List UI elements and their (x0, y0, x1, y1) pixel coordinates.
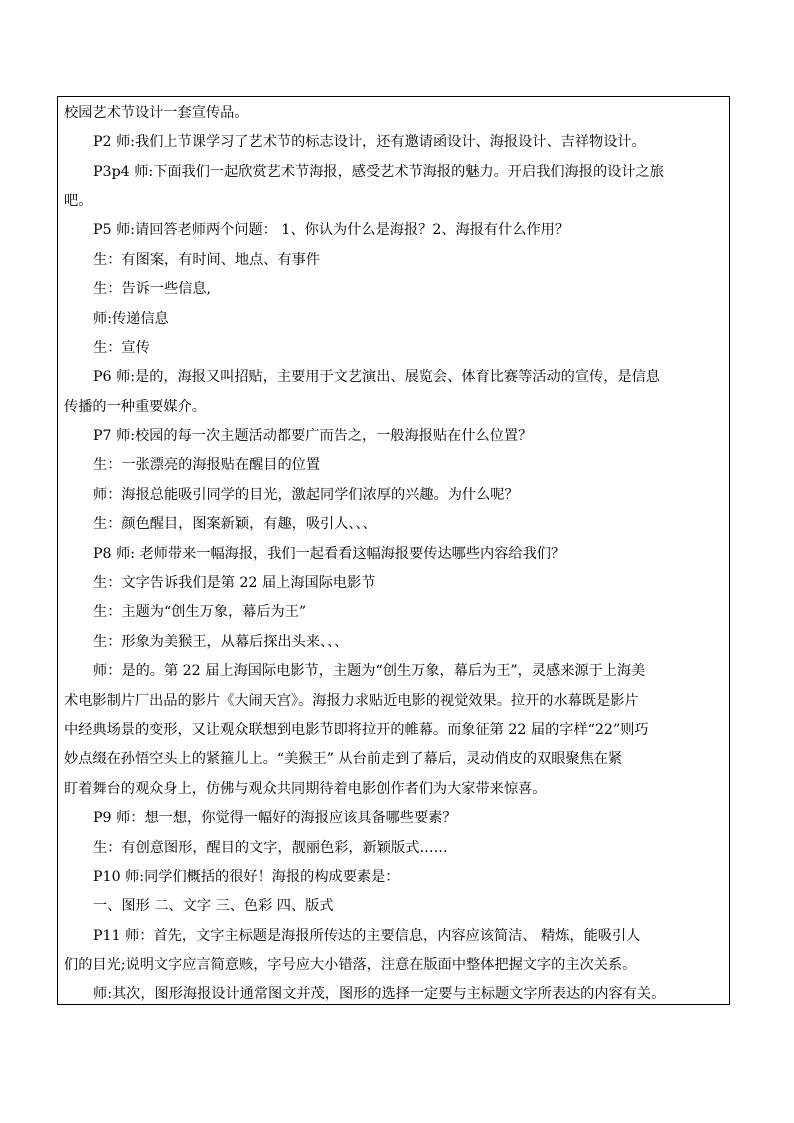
text-line: 一、图形 二、文字 三、色彩 四、版式 (93, 898, 334, 914)
text-line: P6 师:是的，海报又叫招贴，主要用于文艺演出、展览会、体育比赛等活动的宣传，是信息 (93, 369, 660, 385)
text-line: 盯着舞台的观众身上，仿佛与观众共同期待着电影创作者们为大家带来惊喜。 (64, 781, 547, 797)
text-line: 生：告诉一些信息, (93, 281, 212, 297)
text-line: 生：文字告诉我们是第 22 届上海国际电影节 (93, 575, 376, 591)
text-line: P10 师:同学们概括的很好！海报的构成要素是： (93, 869, 400, 885)
text-line: 术电影制片厂出品的影片《大闹天宫》。海报力求贴近电影的视觉效果。拉开的水幕既是影片 (64, 693, 639, 709)
text-line: 师:其次，图形海报设计通常图文并茂，图形的选择一定要与主标题文字所表达的内容有关。 (93, 986, 666, 1002)
text-line: 生：一张漂亮的海报贴在醒目的位置 (93, 457, 321, 473)
text-line: 生：主题为“创生万象，幕后为王” (93, 604, 307, 620)
text-line: P3p4 师:下面我们一起欣赏艺术节海报，感受艺术节海报的魅力。开启我们海报的设计之旅 (93, 164, 664, 180)
text-line: 生：有创意图形，醒目的文字，靓丽色彩，新颖版式…… (93, 840, 448, 856)
text-line: P11 师：首先，文字主标题是海报所传达的主要信息，内容应该简洁、 精炼，能吸引人 (93, 928, 641, 944)
text-line: 师:传递信息 (93, 311, 169, 327)
text-line: 生：宣传 (93, 340, 150, 356)
text-line: P8 师: 老师带来一幅海报，我们一起看看这幅海报要传达哪些内容给我们？ (93, 546, 566, 562)
text-line: 师：海报总能吸引同学的目光，激起同学们浓厚的兴趣。为什么呢？ (93, 487, 519, 503)
text-line: 校园艺术节设计一套宣传品。 (64, 105, 249, 121)
text-line: 师：是的。第 22 届上海国际电影节，主题为“创生万象，幕后为王”，灵感来源于上海美 (93, 663, 646, 679)
text-line: 中经典场景的变形，又让观众联想到电影节即将拉开的帷幕。而象征第 22 届的字样“22”则巧 (64, 722, 649, 738)
text-line: P9 师：想一想，你觉得一幅好的海报应该具备哪些要素？ (93, 810, 457, 826)
text-line: P5 师:请回答老师两个问题： 1、你认为什么是海报？2、海报有什么作用？ (93, 222, 570, 238)
text-line: 们的目光;说明文字应言简意赅，字号应大小错落，注意在版面中整体把握文字的主次关系。 (64, 957, 637, 973)
text-line: 生：形象为美猴王，从幕后探出头来、、、 (93, 634, 349, 650)
text-line: 妙点缀在孙悟空头上的紧箍儿上。“美猴王” 从台前走到了幕后，灵动俏皮的双眼聚焦在紧 (64, 751, 623, 767)
text-line: 生：有图案，有时间、地点、有事件 (93, 252, 321, 268)
text-line: 吧。 (64, 193, 93, 209)
text-line: 生：颜色醒目，图案新颖，有趣，吸引人、、、 (93, 516, 377, 532)
text-line: P7 师:校园的每一次主题活动都要广而告之，一般海报贴在什么位置？ (93, 428, 533, 444)
text-line: P2 师:我们上节课学习了艺术节的标志设计，还有邀请函设计、海报设计、吉祥物设计。 (93, 134, 646, 150)
text-line: 传播的一种重要媒介。 (64, 399, 206, 415)
